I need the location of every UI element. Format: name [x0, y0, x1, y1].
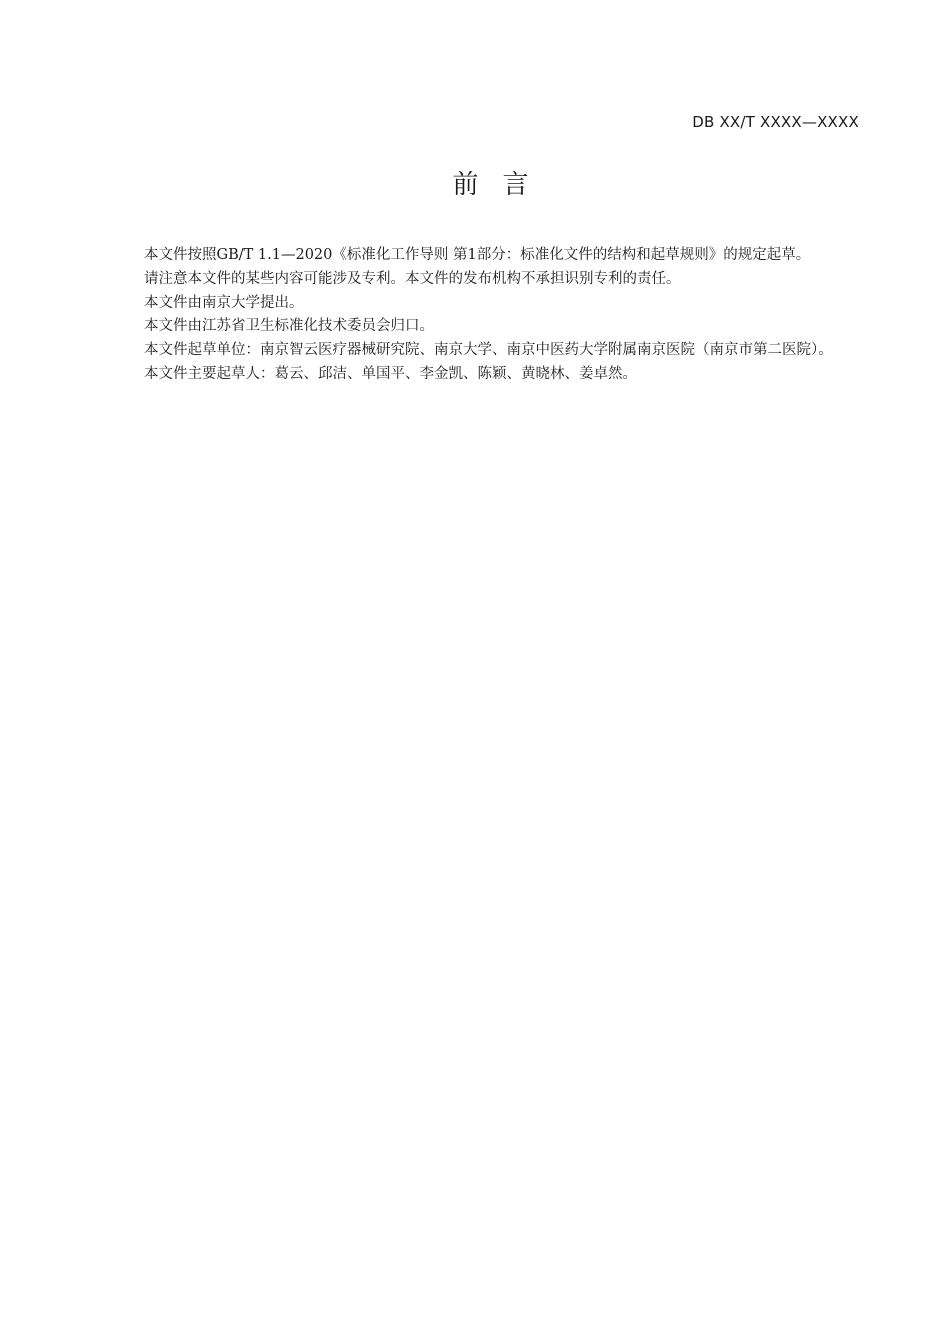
- paragraph-drafting-units: 本文件起草单位：南京智云医疗器械研究院、南京大学、南京中医药大学附属南京医院（南京市第二医院）。: [144, 342, 833, 359]
- paragraph-committee: 本文件由江苏省卫生标准化技术委员会归口。: [144, 318, 434, 335]
- paragraph-drafters: 本文件主要起草人：葛云、邱洁、单国平、李金凯、陈颖、黄晓林、姜卓然。: [144, 365, 637, 382]
- document-code: DB XX/T XXXX—XXXX: [692, 113, 859, 131]
- paragraph-drafting-rules: 本文件按照GB/T 1.1—2020《标准化工作导则 第1部分：标准化文件的结构和起草规则》的规定起草。: [144, 247, 811, 263]
- foreword-body: [115, 244, 860, 387]
- paragraph-patent-notice: 请注意本文件的某些内容可能涉及专利。本文件的发布机构不承担识别专利的责任。: [144, 270, 681, 287]
- paragraph-proposer: 本文件由南京大学提出。: [144, 294, 304, 311]
- page-title: 前言: [452, 170, 553, 200]
